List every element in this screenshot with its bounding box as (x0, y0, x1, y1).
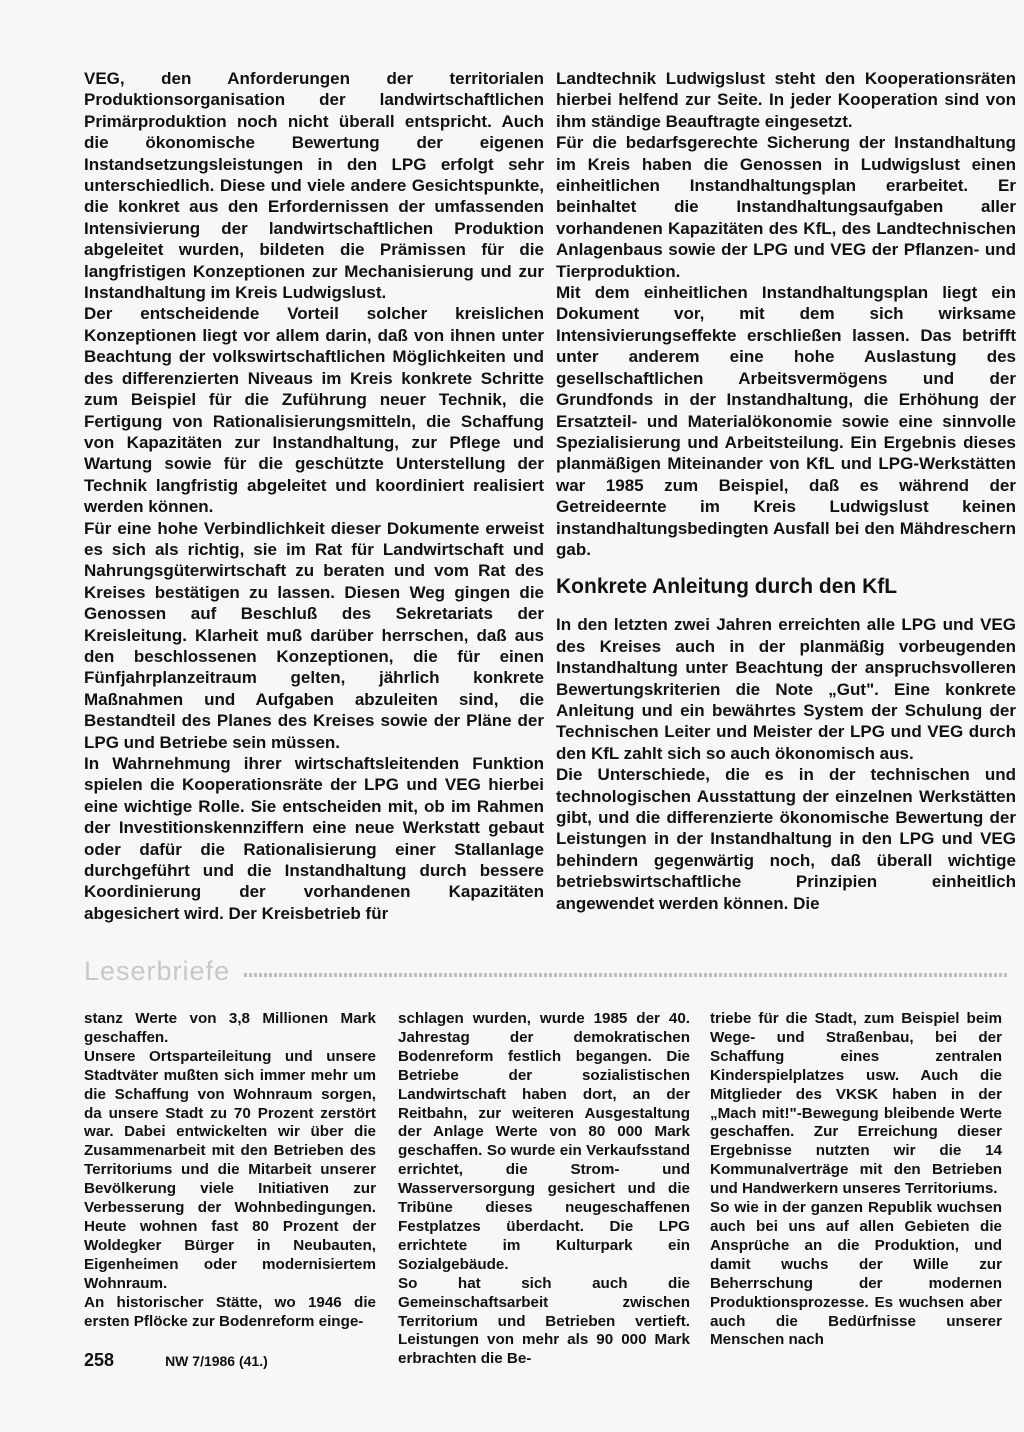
letters-column-1 (84, 1010, 376, 1331)
section-heading: Konkrete Anleitung durch den KfL (556, 575, 898, 599)
article-paragraph: In den letzten zwei Jahren erreichten alle LPG und VEG des Kreises auch in der planmäßig vorbeugenden Instandhaltung unter Beachtung der anspruchsvolleren Bewertungskriterien die Note „Gut". Eine konkrete Anleitung und ein bewährtes System der Schulung der Technischen Leiter und Meister der LPG und VEG durch den KfL zahlt sich so auch ökonomisch aus. (556, 615, 1016, 763)
article-paragraph: VEG, den Anforderungen der territorialen Produktionsorganisation der landwirtschaftlichen Primärproduktion noch nicht überall entspricht. Auch die ökonomische Bewertung der eigenen Instandsetzungsleistungen in den LPG erfolgt sehr unterschiedlich. Diese und viele andere Gesichtspunkte, die konkret aus den Erfordernissen der umfassenden Intensivierung der landwirtschaftlichen Produktion abgeleitet wurden, bildeten die Prämissen für die langfristigen Konzeptionen zur Mechanisierung und zur Instandhaltung im Kreis Ludwigslust. (84, 69, 544, 303)
article-paragraph: Mit dem einheitlichen Instandhaltungsplan liegt ein Dokument vor, mit dem sich wirksame Intensivierungseffekte erschließen lassen. Das betrifft unter anderem eine hohe Auslastung des gesellschaftlichen Arbeitsvermögens und der Grundfonds in der Instandhaltung, die Erhöhung der Ersatzteil- und Materialökonomie sowie eine sinnvolle Spezialisierung und Arbeitsteilung. Ein Ergebnis dieses planmäßigen Miteinander von KfL und LPG-Werkstätten war 1985 zum Beispiel, daß es während der Getreideernte im Kreis Ludwigslust keinen instandhaltungsbedingten Ausfall bei den Mähdreschern gab. (556, 283, 1016, 559)
article-paragraph: In Wahrnehmung ihrer wirtschaftsleitenden Funktion spielen die Kooperationsräte der LPG und VEG hierbei eine wichtige Rolle. Sie entscheiden mit, ob im Rahmen der Investitionskennziffern eine neue Werkstatt gebaut oder dafür die Rationalisierung einer Stallanlage durchgeführt und die Instandhaltung durch bessere Koordinierung der vorhandenen Kapazitäten abgesichert wird. Der Kreisbetrieb für (84, 754, 544, 923)
issue-reference: NW 7/1986 (41.) (165, 1353, 268, 1369)
letter-paragraph: schlagen wurden, wurde 1985 der 40. Jahrestag der demokratischen Bodenreform festlich begangen. Die Betriebe der sozialistischen Landwirtschaft haben dort, an der Reitbahn, zur weiteren Ausgestaltung der Anlage Werte von 80 000 Mark geschaffen. So wurde ein Verkaufsstand errichtet, die Strom- und Wasserversorgung gesichert und die Tribüne dieses neugeschaffenen Festplatzes überdacht. Die LPG errichtete im Kulturpark ein Sozialgebäude. (398, 1010, 690, 1273)
letter-paragraph: Unsere Ortsparteileitung und unsere Stadtväter mußten sich immer mehr um die Schaffung von Wohnraum sorgen, da unsere Stadt zu 70 Prozent zerstört war. Dabei entwickelten wir über die Zusammenarbeit mit den Betrieben des Territoriums und die Mitarbeit unserer Bevölkerung viele Initiativen zur Verbesserung der Wohnbedingungen. Heute wohnen fast 80 Prozent der Woldegker Bürger in Neubauten, Eigenheimen oder modernisiertem Wohnraum. (84, 1047, 376, 1292)
article-paragraph: Für die bedarfsgerechte Sicherung der Instandhaltung im Kreis haben die Genossen in Ludwigslust einen einheitlichen Instandhaltungsplan erarbeitet. Er beinhaltet die Instandhaltungsaufgaben aller vorhandenen Kapazitäten des KfL, des Landtechnischen Anlagenbaus sowie der LPG und VEG der Pflanzen- und Tierproduktion. (556, 133, 1016, 281)
page-number: 258 (84, 1350, 115, 1370)
letter-paragraph: So wie in der ganzen Republik wuchsen auch bei uns auf allen Gebieten die Ansprüche an die Produktion, und damit wuchs der Wille zur Beherrschung der modernen Produktionsprozesse. Es wuchsen aber auch die Bedürfnisse unserer Menschen nach (710, 1199, 1002, 1349)
article-paragraph: Der entscheidende Vorteil solcher kreislichen Konzeptionen liegt vor allem darin, daß von ihnen unter Beachtung der volkswirtschaftlichen Möglichkeiten und des differenzierten Niveaus im Kreis konkrete Schritte zum Beispiel für die Zuführung neuer Technik, die Fertigung von Rationalisierungsmitteln, die Schaffung von Kapazitäten zur Instandhaltung, zur Pflege und Wartung sowie für die geschützte Unterstellung der Technik langfristig abgeleitet und koordiniert realisiert werden können. (84, 304, 544, 517)
letters-title: Leserbriefe (84, 956, 231, 986)
page-footer (84, 1350, 268, 1371)
letters-column-2 (398, 1010, 690, 1369)
letters-header (84, 956, 1008, 990)
article-paragraph: Landtechnik Ludwigslust steht den Kooperationsräten hierbei helfend zur Seite. In jeder Kooperation sind von ihm ständige Beauftragte eingesetzt. (556, 69, 1016, 131)
letter-paragraph: stanz Werte von 3,8 Millionen Mark geschaffen. (84, 1010, 376, 1046)
letters-column-3 (710, 1010, 1002, 1350)
letters-divider (244, 973, 1008, 977)
letter-paragraph: triebe für die Stadt, zum Beispiel beim Wege- und Straßenbau, bei der Schaffung eines zentralen Kinderspielplatzes usw. Auch die Mitglieder des VKSK haben in der „Mach mit!"-Bewegung bleibende Werte geschaffen. Zur Erreichung dieser Ergebnisse nutzten wir die 14 Kommunalverträge mit den Betrieben und Handwerkern unseres Territoriums. (710, 1010, 1002, 1198)
article-paragraph: Für eine hohe Verbindlichkeit dieser Dokumente erweist es sich als richtig, sie im Rat für Landwirtschaft und Nahrungsgüterwirtschaft zu beraten und vom Rat des Kreises bestätigen zu lassen. Diesen Weg gingen die Genossen auf Beschluß des Sekretariats der Kreisleitung. Klarheit muß darüber herrschen, daß aus den beschlossenen Konzeptionen, die für einen Fünfjahrplanzeitraum gelten, jährlich konkrete Maßnahmen und Aufgaben abzuleiten sind, die Bestandteil des Planes des Kreises sowie der Pläne der LPG und Betriebe sein müssen. (84, 518, 544, 752)
article-right-column (556, 68, 1016, 914)
article-left-column (84, 68, 544, 924)
letter-paragraph: An historischer Stätte, wo 1946 die ersten Pflöcke zur Bodenreform einge- (84, 1293, 376, 1330)
letter-paragraph: So hat sich auch die Gemeinschaftsarbeit zwischen Territorium und Betrieben vertieft. Leistungen von mehr als 90 000 Mark erbrachten die Be- (398, 1274, 690, 1368)
article-paragraph: Die Unterschiede, die es in der technischen und technologischen Ausstattung der einzelnen Werkstätten gibt, und die differenzierte ökonomische Bewertung der Leistungen in der Instandhaltung in den LPG und VEG behindern gegenwärtig noch, daß überall wichtige betriebswirtschaftliche Prinzipien einheitlich angewendet werden können. Die (556, 765, 1016, 913)
